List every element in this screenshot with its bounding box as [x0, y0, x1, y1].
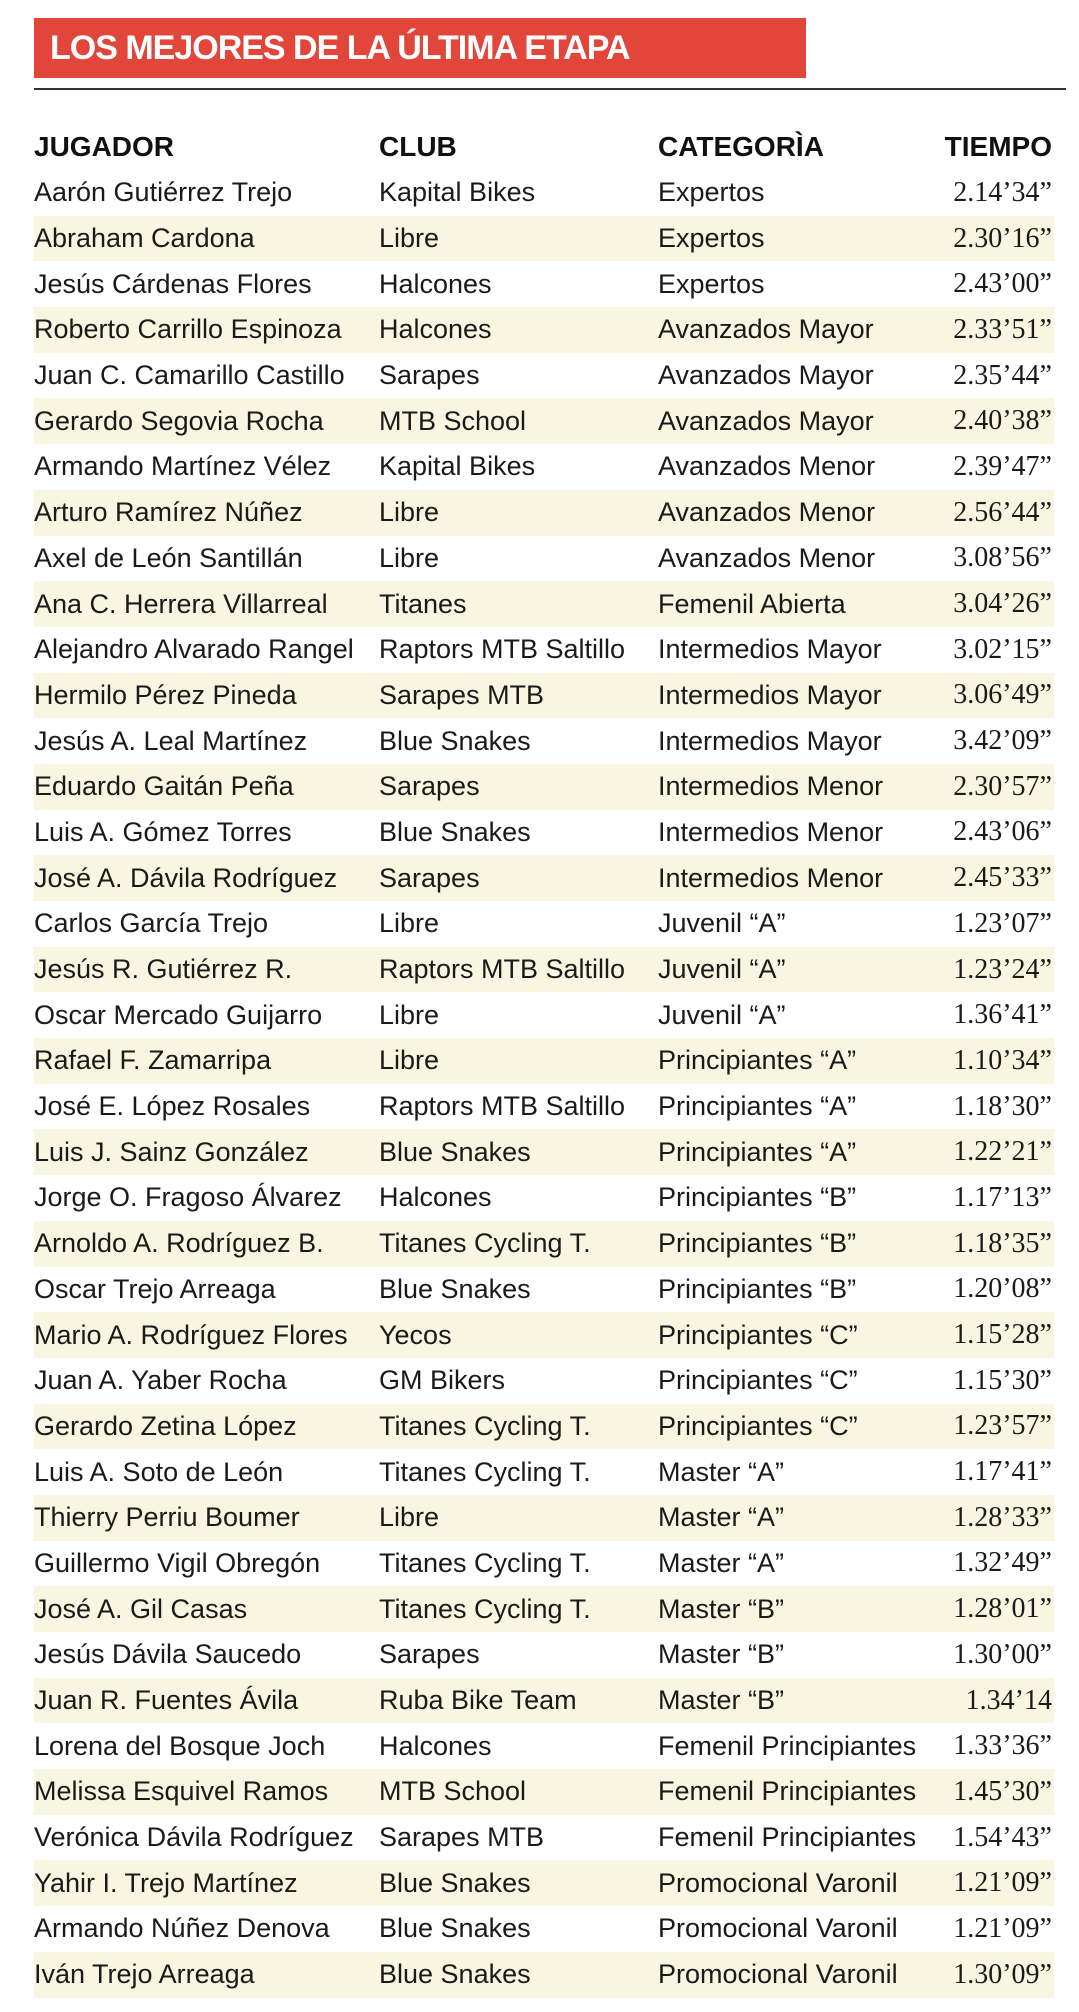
cell-club: Libre: [379, 1502, 440, 1533]
cell-categoria: Principiantes “A”: [658, 1091, 857, 1122]
cell-club: Raptors MTB Saltillo: [379, 954, 626, 985]
table-row: [34, 1586, 1054, 1632]
cell-tiempo: 2.30’57”: [953, 770, 1052, 802]
cell-jugador: Luis J. Sainz González: [34, 1136, 309, 1167]
cell-club: Kapital Bikes: [379, 177, 536, 208]
cell-categoria: Femenil Principiantes: [658, 1822, 917, 1853]
table-row: [34, 855, 1054, 901]
cell-tiempo: 1.20’08”: [953, 1273, 1052, 1305]
cell-tiempo: 2.30’16”: [953, 222, 1052, 254]
cell-club: Titanes Cycling T.: [379, 1456, 591, 1487]
cell-jugador: Alejandro Alvarado Rangel: [34, 634, 354, 665]
table-row: [34, 1221, 1054, 1267]
cell-categoria: Master “B”: [658, 1593, 785, 1624]
table-row: [34, 992, 1054, 1038]
cell-jugador: Axel de León Santillán: [34, 542, 303, 573]
cell-jugador: Verónica Dávila Rodríguez: [34, 1822, 354, 1853]
cell-tiempo: 2.39’47”: [953, 450, 1052, 482]
cell-tiempo: 1.17’13”: [953, 1181, 1052, 1213]
table-row: [34, 901, 1054, 947]
cell-club: Kapital Bikes: [379, 451, 536, 482]
cell-club: Libre: [379, 1045, 440, 1076]
cell-tiempo: 1.30’00”: [953, 1638, 1052, 1670]
cell-categoria: Avanzados Menor: [658, 497, 876, 528]
header-jugador: JUGADOR: [34, 131, 175, 162]
table-row: [34, 261, 1054, 307]
cell-tiempo: 1.33’36”: [953, 1730, 1052, 1762]
cell-club: Titanes: [379, 588, 467, 619]
cell-tiempo: 1.36’41”: [953, 999, 1052, 1031]
table-row: [34, 1723, 1054, 1769]
cell-categoria: Intermedios Menor: [658, 862, 884, 893]
table-row: [34, 1358, 1054, 1404]
cell-jugador: Arturo Ramírez Núñez: [34, 497, 303, 528]
cell-jugador: Thierry Perriu Boumer: [34, 1502, 300, 1533]
cell-tiempo: 1.17’41”: [953, 1456, 1052, 1488]
cell-categoria: Promocional Varonil: [658, 1959, 898, 1990]
cell-club: Titanes Cycling T.: [379, 1410, 591, 1441]
cell-categoria: Principiantes “C”: [658, 1319, 858, 1350]
table-row: [34, 1815, 1054, 1861]
table-row: [34, 1312, 1054, 1358]
table-row: [34, 1084, 1054, 1130]
table-row: [34, 1952, 1054, 1998]
cell-jugador: José A. Gil Casas: [34, 1593, 248, 1624]
cell-categoria: Principiantes “A”: [658, 1045, 857, 1076]
table-body: [34, 170, 1054, 1998]
cell-club: Libre: [379, 542, 440, 573]
cell-tiempo: 2.56’44”: [953, 496, 1052, 528]
cell-tiempo: 2.43’06”: [953, 816, 1052, 848]
cell-club: Sarapes: [379, 862, 480, 893]
page-title: LOS MEJORES DE LA ÚLTIMA ETAPA: [50, 29, 630, 67]
cell-jugador: Roberto Carrillo Espinoza: [34, 314, 342, 345]
cell-jugador: Hermilo Pérez Pineda: [34, 679, 297, 710]
cell-club: Blue Snakes: [379, 725, 531, 756]
cell-tiempo: 1.45’30”: [953, 1775, 1052, 1807]
table-row: [34, 1267, 1054, 1313]
cell-tiempo: 1.10’34”: [953, 1044, 1052, 1076]
cell-categoria: Promocional Varonil: [658, 1867, 898, 1898]
table-row: [34, 1175, 1054, 1221]
cell-club: Ruba Bike Team: [379, 1685, 577, 1716]
cell-club: Blue Snakes: [379, 1273, 531, 1304]
cell-tiempo: 1.15’30”: [953, 1364, 1052, 1396]
cell-jugador: Gerardo Segovia Rocha: [34, 405, 324, 436]
cell-club: Sarapes: [379, 360, 480, 391]
table-row: [34, 627, 1054, 673]
cell-tiempo: 3.02’15”: [953, 633, 1052, 665]
table-row: [34, 764, 1054, 810]
cell-jugador: Melissa Esquivel Ramos: [34, 1776, 329, 1807]
cell-categoria: Intermedios Mayor: [658, 679, 882, 710]
results-table: [34, 124, 1054, 1998]
cell-tiempo: 3.08’56”: [953, 542, 1052, 574]
cell-club: Blue Snakes: [379, 1913, 531, 1944]
cell-jugador: Juan R. Fuentes Ávila: [34, 1685, 299, 1716]
cell-tiempo: 1.30’09”: [953, 1958, 1052, 1990]
cell-tiempo: 2.43’00”: [953, 268, 1052, 300]
cell-categoria: Juvenil “A”: [658, 954, 786, 985]
cell-categoria: Expertos: [658, 268, 765, 299]
cell-tiempo: 1.15’28”: [953, 1319, 1052, 1351]
cell-tiempo: 3.06’49”: [953, 679, 1052, 711]
cell-club: Libre: [379, 908, 440, 939]
cell-club: Titanes Cycling T.: [379, 1547, 591, 1578]
cell-jugador: Arnoldo A. Rodríguez B.: [34, 1228, 324, 1259]
table-row: [34, 1541, 1054, 1587]
cell-club: MTB School: [379, 1776, 527, 1807]
cell-jugador: Eduardo Gaitán Peña: [34, 771, 294, 802]
table-row: [34, 536, 1054, 582]
table-row: [34, 1860, 1054, 1906]
cell-categoria: Master “B”: [658, 1685, 785, 1716]
cell-club: Sarapes: [379, 771, 480, 802]
cell-club: Raptors MTB Saltillo: [379, 1091, 626, 1122]
table-row: [34, 1632, 1054, 1678]
table-row: [34, 1495, 1054, 1541]
cell-club: Halcones: [379, 1730, 492, 1761]
cell-categoria: Femenil Abierta: [658, 588, 846, 619]
cell-categoria: Master “A”: [658, 1547, 785, 1578]
cell-club: Halcones: [379, 1182, 492, 1213]
table-row: [34, 810, 1054, 856]
table-row: [34, 673, 1054, 719]
cell-club: Halcones: [379, 268, 492, 299]
cell-club: MTB School: [379, 405, 527, 436]
cell-club: GM Bikers: [379, 1365, 506, 1396]
table-row: [34, 444, 1054, 490]
table-row: [34, 1449, 1054, 1495]
cell-categoria: Femenil Principiantes: [658, 1730, 917, 1761]
cell-jugador: Gerardo Zetina López: [34, 1410, 297, 1441]
cell-jugador: Carlos García Trejo: [34, 908, 269, 939]
cell-jugador: Oscar Trejo Arreaga: [34, 1273, 276, 1304]
cell-categoria: Intermedios Menor: [658, 771, 884, 802]
cell-tiempo: 1.21’09”: [953, 1912, 1052, 1944]
table-row: [34, 170, 1054, 216]
cell-jugador: Ana C. Herrera Villarreal: [34, 588, 328, 619]
cell-tiempo: 3.04’26”: [953, 588, 1052, 620]
cell-club: Yecos: [379, 1319, 452, 1350]
cell-jugador: Yahir I. Trejo Martínez: [34, 1867, 298, 1898]
table-row: [34, 581, 1054, 627]
cell-categoria: Expertos: [658, 223, 765, 254]
cell-jugador: Oscar Mercado Guijarro: [34, 999, 323, 1030]
cell-club: Sarapes MTB: [379, 679, 545, 710]
cell-tiempo: 2.14’34”: [953, 176, 1052, 208]
cell-categoria: Avanzados Menor: [658, 542, 876, 573]
cell-categoria: Principiantes “A”: [658, 1136, 857, 1167]
table-row: [34, 307, 1054, 353]
cell-club: Blue Snakes: [379, 1136, 531, 1167]
cell-club: Blue Snakes: [379, 816, 531, 847]
cell-tiempo: 2.45’33”: [953, 862, 1052, 894]
cell-tiempo: 1.28’33”: [953, 1501, 1052, 1533]
table-header-row: [34, 124, 1054, 170]
cell-club: Raptors MTB Saltillo: [379, 634, 626, 665]
cell-categoria: Juvenil “A”: [658, 908, 786, 939]
cell-tiempo: 1.22’21”: [953, 1136, 1052, 1168]
title-banner: [34, 18, 806, 78]
cell-club: Blue Snakes: [379, 1867, 531, 1898]
cell-categoria: Intermedios Mayor: [658, 725, 882, 756]
cell-jugador: Lorena del Bosque Joch: [34, 1730, 326, 1761]
table-row: [34, 1038, 1054, 1084]
cell-club: Sarapes: [379, 1639, 480, 1670]
cell-tiempo: 1.23’07”: [953, 907, 1052, 939]
cell-club: Titanes Cycling T.: [379, 1593, 591, 1624]
cell-jugador: Jesús R. Gutiérrez R.: [34, 954, 293, 985]
cell-jugador: Abraham Cardona: [34, 223, 255, 254]
table-row: [34, 353, 1054, 399]
table-row: [34, 1678, 1054, 1724]
header-categoria: CATEGORÌA: [658, 131, 824, 162]
cell-categoria: Principiantes “B”: [658, 1228, 857, 1259]
cell-jugador: Iván Trejo Arreaga: [34, 1959, 255, 1990]
cell-jugador: Guillermo Vigil Obregón: [34, 1547, 321, 1578]
cell-jugador: Jorge O. Fragoso Álvarez: [34, 1182, 342, 1213]
cell-tiempo: 1.23’57”: [953, 1410, 1052, 1442]
cell-tiempo: 3.42’09”: [953, 725, 1052, 757]
cell-jugador: Jesús Cárdenas Flores: [34, 268, 312, 299]
cell-jugador: Aarón Gutiérrez Trejo: [34, 177, 293, 208]
cell-categoria: Principiantes “B”: [658, 1182, 857, 1213]
cell-categoria: Expertos: [658, 177, 765, 208]
cell-jugador: Juan A. Yaber Rocha: [34, 1365, 287, 1396]
table-row: [34, 398, 1054, 444]
cell-club: Titanes Cycling T.: [379, 1228, 591, 1259]
cell-categoria: Master “A”: [658, 1502, 785, 1533]
table-row: [34, 718, 1054, 764]
cell-tiempo: 1.32’49”: [953, 1547, 1052, 1579]
table-row: [34, 1769, 1054, 1815]
cell-categoria: Master “A”: [658, 1456, 785, 1487]
table-row: [34, 1129, 1054, 1175]
cell-categoria: Avanzados Mayor: [658, 360, 874, 391]
cell-tiempo: 2.40’38”: [953, 405, 1052, 437]
cell-club: Sarapes MTB: [379, 1822, 545, 1853]
cell-tiempo: 2.35’44”: [953, 359, 1052, 391]
cell-categoria: Principiantes “B”: [658, 1273, 857, 1304]
cell-categoria: Avanzados Menor: [658, 451, 876, 482]
cell-jugador: José A. Dávila Rodríguez: [34, 862, 338, 893]
cell-categoria: Intermedios Mayor: [658, 634, 882, 665]
cell-club: Libre: [379, 223, 440, 254]
cell-jugador: José E. López Rosales: [34, 1091, 311, 1122]
cell-tiempo: 1.23’24”: [953, 953, 1052, 985]
cell-jugador: Mario A. Rodríguez Flores: [34, 1319, 348, 1350]
table-row: [34, 490, 1054, 536]
cell-tiempo: 1.18’35”: [953, 1227, 1052, 1259]
cell-categoria: Avanzados Mayor: [658, 314, 874, 345]
cell-categoria: Principiantes “C”: [658, 1410, 858, 1441]
cell-categoria: Principiantes “C”: [658, 1365, 858, 1396]
header-tiempo: TIEMPO: [944, 131, 1052, 162]
cell-jugador: Luis A. Gómez Torres: [34, 816, 292, 847]
cell-club: Libre: [379, 497, 440, 528]
table-row: [34, 1404, 1054, 1450]
cell-jugador: Armando Núñez Denova: [34, 1913, 330, 1944]
cell-categoria: Intermedios Menor: [658, 816, 884, 847]
cell-club: Blue Snakes: [379, 1959, 531, 1990]
table-row: [34, 947, 1054, 993]
cell-tiempo: 2.33’51”: [953, 313, 1052, 345]
cell-jugador: Armando Martínez Vélez: [34, 451, 332, 482]
cell-jugador: Luis A. Soto de León: [34, 1456, 284, 1487]
cell-tiempo: 1.18’30”: [953, 1090, 1052, 1122]
cell-categoria: Master “B”: [658, 1639, 785, 1670]
cell-jugador: Jesús Dávila Saucedo: [34, 1639, 302, 1670]
cell-categoria: Juvenil “A”: [658, 999, 786, 1030]
divider-rule: [34, 88, 1066, 90]
cell-tiempo: 1.54’43”: [953, 1821, 1052, 1853]
table-row: [34, 216, 1054, 262]
cell-tiempo: 1.28’01”: [953, 1593, 1052, 1625]
cell-jugador: Rafael F. Zamarripa: [34, 1045, 272, 1076]
cell-categoria: Avanzados Mayor: [658, 405, 874, 436]
cell-tiempo: 1.21’09”: [953, 1867, 1052, 1899]
cell-jugador: Jesús A. Leal Martínez: [34, 725, 308, 756]
cell-club: Libre: [379, 999, 440, 1030]
cell-tiempo: 1.34’14: [965, 1684, 1052, 1716]
cell-jugador: Juan C. Camarillo Castillo: [34, 360, 345, 391]
header-club: CLUB: [379, 131, 457, 162]
cell-categoria: Promocional Varonil: [658, 1913, 898, 1944]
table-row: [34, 1906, 1054, 1952]
cell-club: Halcones: [379, 314, 492, 345]
cell-categoria: Femenil Principiantes: [658, 1776, 917, 1807]
